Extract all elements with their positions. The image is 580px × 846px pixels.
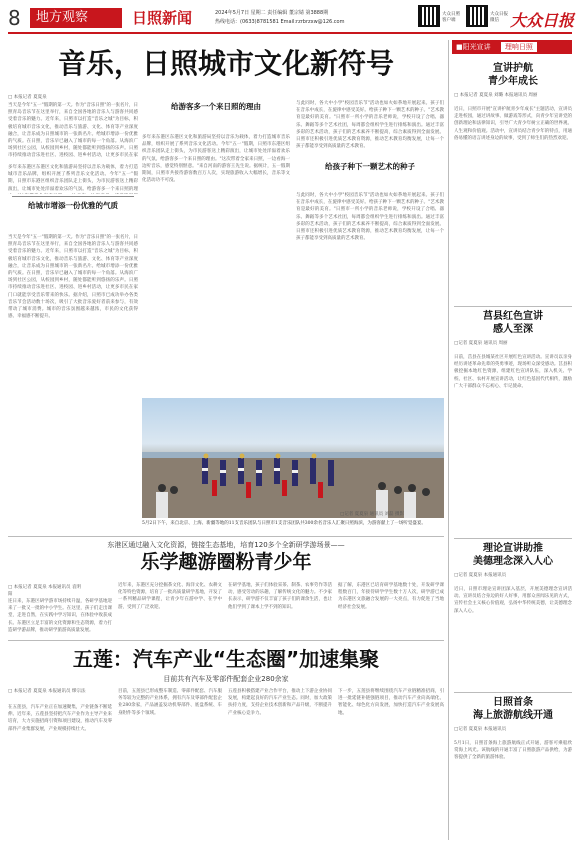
article-column: 当天是今年"五一"假期的第一天。作为"音乐日照"的一张名片，日照青岛音乐节在这里举行，来自全国各地的音乐人与游客共同感受着音乐的魅力。近年来，日照市以打造"音乐之城"为目标，积极培育城市音乐文化，推动音乐与旅游、文化、体育等产业深度融合，让音乐成为日照城市的一张新名片。给城市增添一份优雅的气质。在日照，音乐早已融入了城市的每一个角落。从海滨广场到社区公园，从校园到乡村，随处都能听到悠扬的乐声。日照市持续推动音乐进社区、进校园、进乡村活动，让更多市民在家 bbox=[8, 103, 138, 159]
sidebar-title-line: 莒县红色宣讲 bbox=[483, 311, 543, 322]
kicker: 东港区通过融入文化资源，链接生态基地，培育120多个全新研学游场景—— bbox=[107, 541, 345, 549]
section-divider bbox=[8, 536, 444, 537]
article-column: 与此同时，各大中小学"校园音乐节"活动也如火如荼地开展起来。孩子们在音乐中成长，在旋律中感受美好。给孩子种下一颗艺术的种子。"艺术教育是最好的美育。"日照市一所小学的音乐老师说，学校开设了合唱、器乐、舞蹈等多个艺术社团，每周都会组织学生进行排练和演出。通过丰富多彩的艺术活动，孩子们的艺术素养不断提高，综合素质得到全面发展。日照市还积极引进优质艺术教育资源，推动艺术教育均衡发展，让每一个孩子都能享受到高质量的艺术教育。 bbox=[296, 193, 444, 242]
sidebar-text: 近日，日照市理论宣讲团深入基层，开展美德理念宣讲活动。宣讲员结合身边的好人好事，用群众喜闻乐见的方式，宣传社会主义核心价值观，弘扬中华传统美德，让美德理念深入人心。 bbox=[454, 587, 572, 614]
sidebar-divider bbox=[454, 692, 572, 693]
subhead: 给孩子种下一颗艺术的种子 bbox=[325, 162, 415, 171]
qr-label: 大众日报微信 bbox=[490, 12, 508, 23]
section-divider bbox=[8, 640, 444, 641]
qr-code-icon[interactable] bbox=[466, 5, 488, 27]
article-column: 多年来东港区东港区文化和旅游局坚持以音乐为载体，着力打造城市音乐品牌，组织开展了系列音乐文化活动。今年"五一"假期，日照市东港区组织音乐团队走上街头，为市民游客送上精彩演出，让城市处处洋溢着欢乐的气氛。给游客多一个来日照的理由。"这次带着全家来日照，一边看海一边听音乐，感觉特别惬意。"来自河南的游客王先生说。据统计，五一假期期间，日照市共接待游客数百万人次，实现旅游收入大幅增长，音乐等文化活动功不可没。 bbox=[142, 135, 290, 184]
sidebar-title bbox=[454, 696, 572, 722]
sidebar-text: 日前，莒县在县城某社区开展红色宣讲活动。宣讲员以亲身经历讲述革命先辈的英勇事迹，现场听众深受感动。莒县积极挖掘本地红色资源，组建红色宣讲队伍，深入机关、学校、社区、农村开展宣讲活动，让红色基因代代相传，激励广大干部群众不忘初心、牢记使命。 bbox=[454, 355, 572, 389]
subhead: 给游客多一个来日照的理由 bbox=[171, 102, 261, 111]
sidebar-title bbox=[454, 542, 572, 568]
sidebar-title bbox=[454, 310, 572, 336]
bottom-subhead: 目前共有汽车及零部件配套企业280余家 bbox=[163, 675, 289, 683]
article-column: 在五莲县，汽车产业正在加速聚集，产业链条不断延伸。近年来，五莲县坚持把汽车产业作为主导产业来培育，大力实施招商引资和项目建设，推动汽车及零部件产业集群发展，产业规模持续壮大。 bbox=[8, 705, 112, 732]
banner-left: ■阳光宣讲 bbox=[456, 43, 491, 51]
sidebar-byline: □记者 夏夏泉 本报通讯员 bbox=[454, 573, 507, 578]
sidebar-text: 近日，日照市开展"宣讲护航青少年成长"主题活动，宣讲员走进校园，通过讲故事、做游戏等形式，向青少年宣讲党的创新理论和法律知识，引导广大青少年树立正确的世界观、人生观和价值观。活动中，宣讲员结合青少年的特点，用通俗易懂的语言讲述身边的故事，受到了师生们的热烈欢迎。 bbox=[454, 107, 572, 141]
sidebar-title-line: 海上旅游航线开通 bbox=[473, 710, 553, 721]
contact-line: 热线电话：(0633)8781581 Email:rzrbrzxw@126.com bbox=[215, 19, 345, 25]
article-column: 在研学基地，孩子们体验采茶、制茶、农事劳作等活动，感受劳动的乐趣，了解传统文化的魅力。不少家长表示，研学游不仅丰富了孩子们的课余生活，也让他们学到了课本上学不到的知识。 bbox=[228, 583, 332, 610]
main-headline: 音乐，日照城市文化新符号 bbox=[57, 47, 394, 80]
date-line: 2024年5月7日 星期二 责任编辑 董宗婧 第3888期 bbox=[215, 10, 329, 16]
edition-name: 日照新闻 bbox=[132, 9, 193, 27]
lower-headline: 乐学趣游圈粉青少年 bbox=[140, 551, 312, 573]
news-photo bbox=[142, 398, 444, 518]
article-column: 五莲县积极搭建产业合作平台，推动上下游企业协同发展，构建起良好的汽车产业生态。同时，加大政策扶持力度，支持企业技术创新和产品升级，不断提升产业核心竞争力。 bbox=[228, 689, 332, 716]
bottom-headline: 五莲：汽车产业“生态圈”加速集聚 bbox=[72, 647, 380, 671]
sidebar-divider bbox=[454, 306, 572, 307]
subhead-rule bbox=[12, 196, 134, 197]
sidebar-title-line: 宣讲护航 bbox=[493, 63, 533, 74]
sidebar-byline: □记者 夏夏泉 本报通讯员 bbox=[454, 727, 507, 732]
column-divider bbox=[448, 40, 449, 840]
sidebar-byline: □ 本报记者 夏夏泉 刘璐 本报通讯员 周丽 bbox=[454, 93, 538, 98]
article-column: 近年来，东港区充分挖掘茶文化、海洋文化、农耕文化等特色资源，培育了一批高质量研学基地，开发了一系列精品研学课程，让青少年在游中学、在学中游，受到了广泛欢迎。 bbox=[118, 583, 222, 610]
page-number: 8 bbox=[8, 6, 21, 30]
right-banner bbox=[452, 40, 572, 54]
photo-caption: 5月2日下午，来自北京、上海、新疆等地的11支音乐团队与日照市1支音乐团队共300余名音乐人汇聚日照海滨，为游客献上了一场听觉盛宴。 bbox=[142, 521, 426, 526]
article-column: 与此同时，各大中小学"校园音乐节"活动也如火如荼地开展起来。孩子们在音乐中成长，在旋律中感受美好。给孩子种下一颗艺术的种子。"艺术教育是最好的美育。"日照市一所小学的音乐老师说，学校开设了合唱、器乐、舞蹈等多个艺术社团，每周都会组织学生进行排练和演出。通过丰富多彩的艺术活动，孩子们的艺术素养不断提高，综合素质得到全面发展。日照市还积极引进优质艺术教育资源，推动艺术教育均衡发展，让每一个孩子都能享受到高质量的艺术教育。 bbox=[296, 101, 444, 150]
article-column: 下一步，五莲县将继续围绕汽车产业链精准招商，引进一批延链补链强链项目，推动汽车产业向高端化、智能化、绿色化方向发展，加快打造汽车产业发展高地。 bbox=[338, 689, 444, 716]
sidebar-title-line: 青少年成长 bbox=[488, 76, 538, 87]
sidebar-title-line: 感人至深 bbox=[493, 324, 533, 335]
section-label: 地方观察 bbox=[30, 8, 122, 28]
header-rule bbox=[8, 32, 572, 34]
sidebar-title-line: 日照首条 bbox=[493, 697, 533, 708]
subhead bbox=[12, 200, 134, 212]
article-column: 连日来，东港区研学游市场持续升温，各研学基地迎来了一批又一批的中小学生。在这里，孩子们走出课堂，走进自然，在实践中学习知识，在体验中收获成长。东港区立足丰富的文化资源和生态资源，着力打造研学游品牌，推动研学旅游高质量发展。 bbox=[8, 599, 112, 633]
banner-right: 理响日照 bbox=[501, 42, 537, 52]
sidebar-byline: □记者 夏夏泉 通讯员 周丽 bbox=[454, 341, 508, 346]
sidebar-title-line: 美德理念深入人心 bbox=[473, 556, 553, 567]
subhead-text: 给城市增添一份优雅的气质 bbox=[28, 201, 118, 210]
sidebar-title bbox=[454, 62, 572, 88]
article-column: 据了解，东港区已培育研学基地数十处，开发研学课程数百门，年接待研学学生数十万人次，研学游已成为东港区文旅融合发展的一大亮点，有力促进了当地经济社会发展。 bbox=[338, 583, 444, 610]
sidebar-divider bbox=[454, 538, 572, 539]
photo-credit: □记者 夏夏泉 通讯员 刘磊 摄影 bbox=[340, 512, 404, 517]
qr-code-icon[interactable] bbox=[418, 5, 440, 27]
byline: □ 本报记者 夏夏泉 本报通讯员 缪宗法 bbox=[8, 689, 86, 694]
byline: □ 本报记者 夏夏泉 bbox=[8, 95, 47, 100]
qr-label: 大众日照客户端 bbox=[442, 12, 460, 23]
band-performance-illustration bbox=[142, 398, 444, 518]
newspaper-logo: 大众日报 bbox=[510, 11, 575, 30]
sidebar-text: 5月1日，日照首条海上旅游航线正式开通，游客可乘船欣赏海上风光。该航线的开通丰富了日照旅游产品供给，为游客提供了全新的旅游体验。 bbox=[454, 741, 572, 761]
article-column: 当天是今年"五一"假期的第一天。作为"音乐日照"的一张名片，日照青岛音乐节在这里举行，来自全国各地的音乐人与游客共同感受着音乐的魅力。近年来，日照市以打造"音乐之城"为目标，积极培育城市音乐文化，推动音乐与旅游、文化、体育等产业深度融合，让音乐成为日照城市的一张新名片。给城市增添一份优雅的气质。在日照，音乐早已融入了城市的每一个角落。从海滨广场到社区公园，从校园到乡村，随处都能听到悠扬的乐声。日照市持续推动音乐进社区、进校园、进乡村活动，让更多市民在家门口就能享受音乐带来的快乐。据介绍，日照市已成功举办各类音乐节会活动数十场次，吸引了大批音乐爱好者前来参与，有效带动了城市消费。城市的音乐氛围越来越浓，市民的文化获得感、幸福感不断提升。 bbox=[8, 235, 138, 320]
byline: □ 本报记者 夏夏泉 本报通讯员 袁明阳 bbox=[8, 585, 81, 597]
sidebar-title-line: 理论宣讲助推 bbox=[483, 543, 543, 554]
article-column: 多年来东港区东港区文化和旅游局坚持以音乐为载体，着力打造城市音乐品牌，组织开展了系列音乐文化活动。今年"五一"假期，日照市东港区组织音乐团队走上街头，为市民游客送上精彩演出，让城市处处洋溢着欢乐的气氛。给游客多一个来日照的理 bbox=[8, 165, 138, 192]
article-column: 目前，五莲县已形成整车制造、零部件配套、汽车服务等较为完整的产业体系，拥有汽车及零部件配套企业280余家，产品涵盖发动机零部件、底盘系统、车身附件等多个领域。 bbox=[118, 689, 222, 716]
